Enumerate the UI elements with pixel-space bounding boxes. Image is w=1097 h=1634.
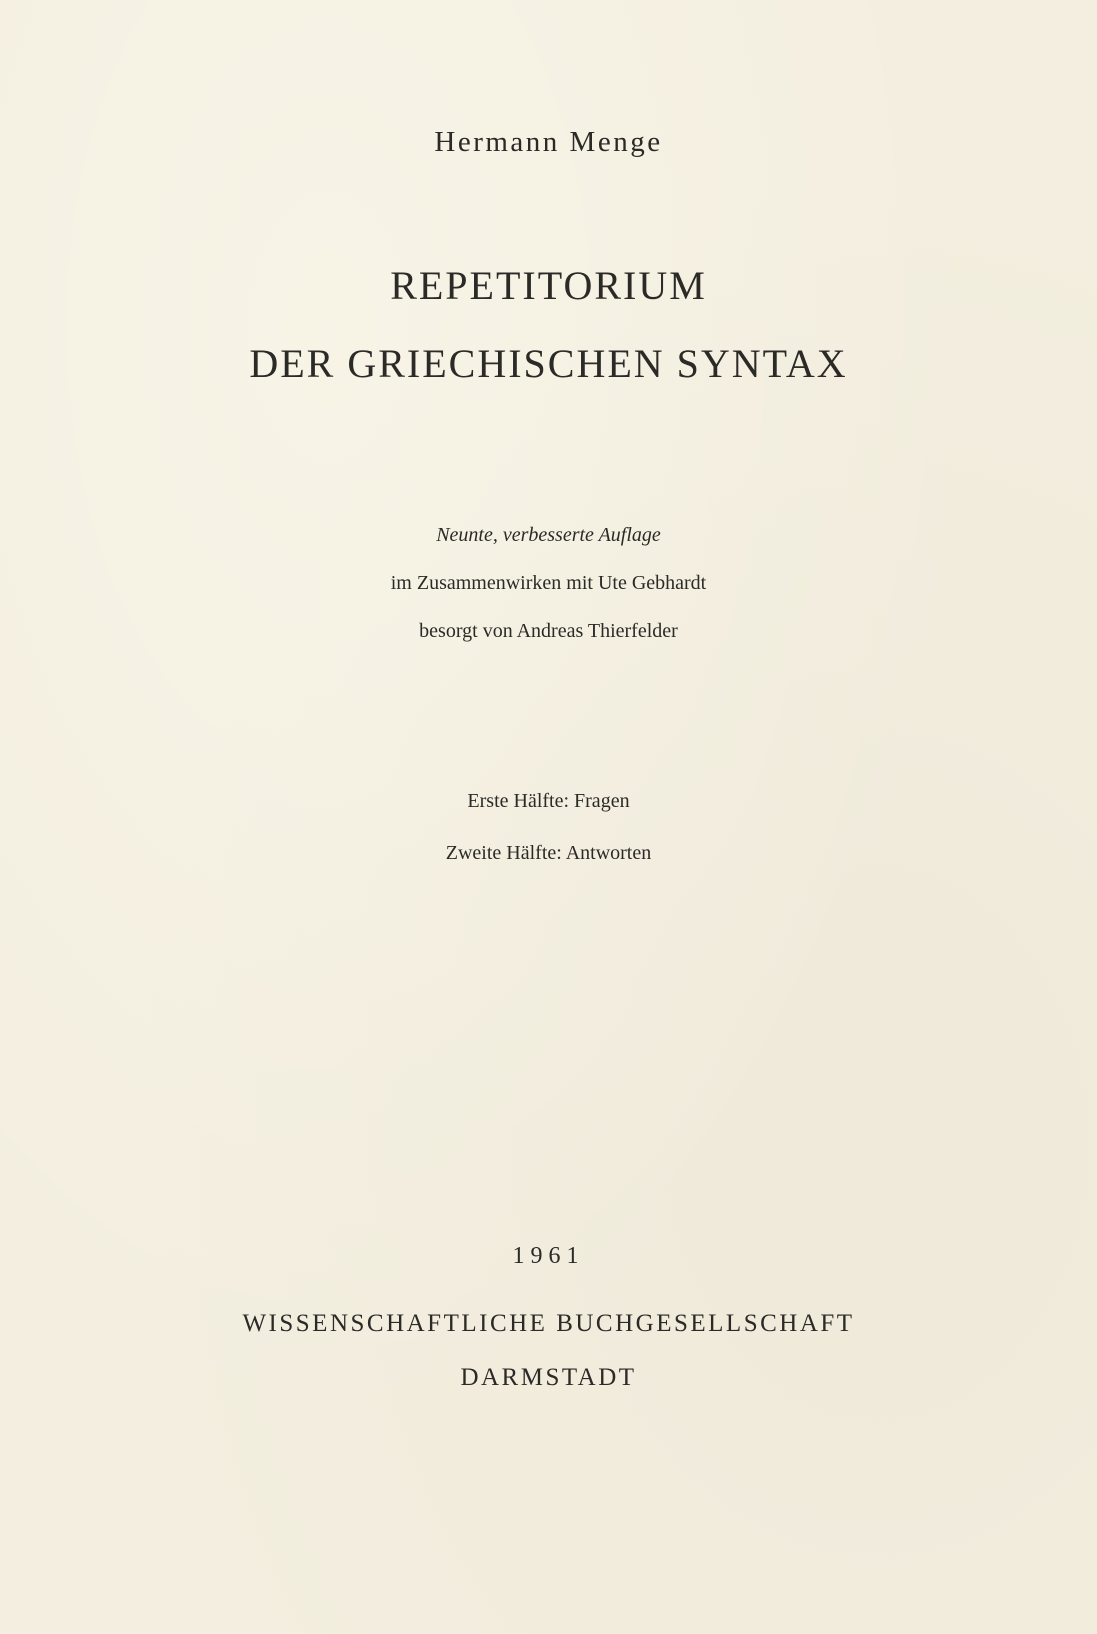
publication-year: 1961 xyxy=(512,1243,585,1269)
first-half-note: Erste Hälfte: Fragen xyxy=(467,790,630,812)
publisher-city: DARMSTADT xyxy=(460,1364,637,1391)
book-title-line-2: DER GRIECHISCHEN SYNTAX xyxy=(249,341,848,386)
book-title-line-1: REPETITORIUM xyxy=(390,263,707,308)
editor-note: besorgt von Andreas Thierfelder xyxy=(419,620,678,642)
author-name: Hermann Menge xyxy=(434,126,663,158)
collaboration-note: im Zusammenwirken mit Ute Gebhardt xyxy=(390,572,707,594)
edition-note: Neunte, verbesserte Auflage xyxy=(436,524,661,546)
publisher-name: WISSENSCHAFTLICHE BUCHGESELLSCHAFT xyxy=(242,1310,855,1337)
second-half-note: Zweite Hälfte: Antworten xyxy=(445,842,652,864)
